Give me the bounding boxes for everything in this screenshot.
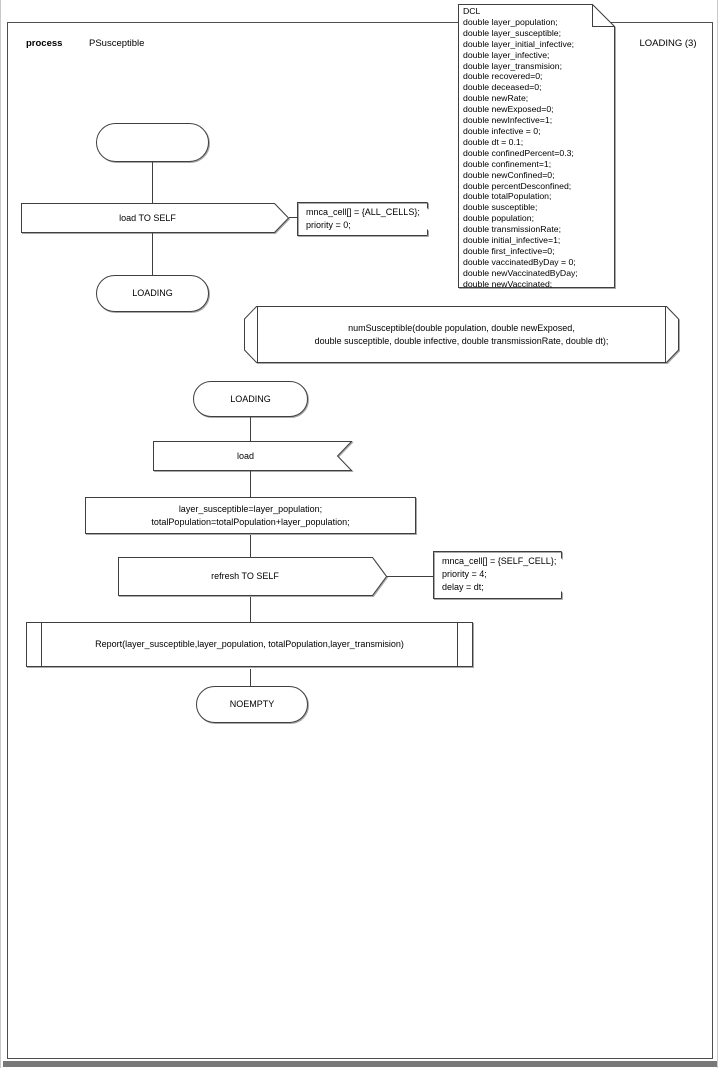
connector-output-to-state	[152, 233, 153, 275]
task-assignments[interactable]	[85, 497, 417, 535]
procedure-declaration-numsusceptible[interactable]	[244, 306, 680, 364]
state-label: LOADING	[230, 393, 271, 404]
output-signal-refresh-to-self[interactable]	[118, 557, 388, 597]
page-label: LOADING (3)	[639, 38, 697, 49]
output-signal-load-to-self[interactable]	[21, 203, 290, 234]
comment-note-text: mnca_cell[] = {SELF_CELL}; priority = 4; delay = dt;	[442, 555, 557, 592]
page-bottom-shadow	[3, 1061, 717, 1067]
state-label: LOADING	[132, 288, 173, 298]
input-signal-load[interactable]	[153, 441, 353, 472]
procedure-call-label: Report(layer_susceptible,layer_population, totalPopulation,layer_transmision)	[95, 639, 404, 649]
declarations-text	[463, 6, 613, 290]
state-loading-1[interactable]	[96, 275, 210, 313]
connector-state-to-input	[250, 417, 251, 441]
procedure-call-report[interactable]	[26, 622, 475, 669]
connector-output-to-note	[289, 217, 297, 218]
declarations-text-symbol[interactable]	[458, 4, 616, 289]
state-noempty[interactable]	[196, 686, 309, 724]
comment-note-self-cell[interactable]	[433, 551, 563, 600]
process-kind-label: process	[26, 38, 63, 49]
state-label: NOEMPTY	[229, 699, 275, 709]
state-loading-2[interactable]	[193, 381, 309, 418]
connector-output-to-note-2	[387, 576, 433, 577]
comment-note-text: mnca_cell[] = {ALL_CELLS}; priority = 0;	[306, 206, 420, 230]
start-oval-icon	[96, 123, 210, 163]
output-signal-label: load TO SELF	[119, 212, 176, 223]
connector-output-to-procedure	[250, 597, 251, 622]
connector-start-to-output	[152, 162, 153, 203]
input-signal-label: load	[236, 450, 254, 461]
process-name: PSusceptible	[89, 38, 145, 49]
task-text: layer_susceptible=layer_population; totalPopulation=totalPopulation+layer_population;	[151, 503, 350, 527]
procedure-declaration-text: numSusceptible(double population, double newExposed, double susceptible, double infective, double transmissionRate, double dt);	[314, 322, 609, 346]
start-symbol[interactable]	[96, 123, 210, 163]
declaration-lines: double layer_population; double layer_susceptible; double layer_initial_infective; double layer_infective; double layer_transmision; double recovered=0; double deceased=0; double newRate; double newExposed=0; double newInfective=1; double infective = 0; double dt = 0.1; double confinedPercent=0.3; double confinement=1; double newConfined=0; double percentDesconfined; double totalPopulation; double susceptible; double population; double transmissionRate; double initial_infective=1; double first_infective=0; double vaccinatedByDay = 0; double newVaccinatedByDay; double newVaccinated;	[463, 16, 578, 289]
connector-procedure-to-state	[250, 669, 251, 686]
dcl-keyword: DCL	[463, 6, 481, 16]
connector-task-to-output	[250, 535, 251, 557]
comment-note-all-cells[interactable]	[297, 202, 429, 237]
connector-input-to-task	[250, 471, 251, 497]
output-signal-label: refresh TO SELF	[211, 571, 279, 581]
